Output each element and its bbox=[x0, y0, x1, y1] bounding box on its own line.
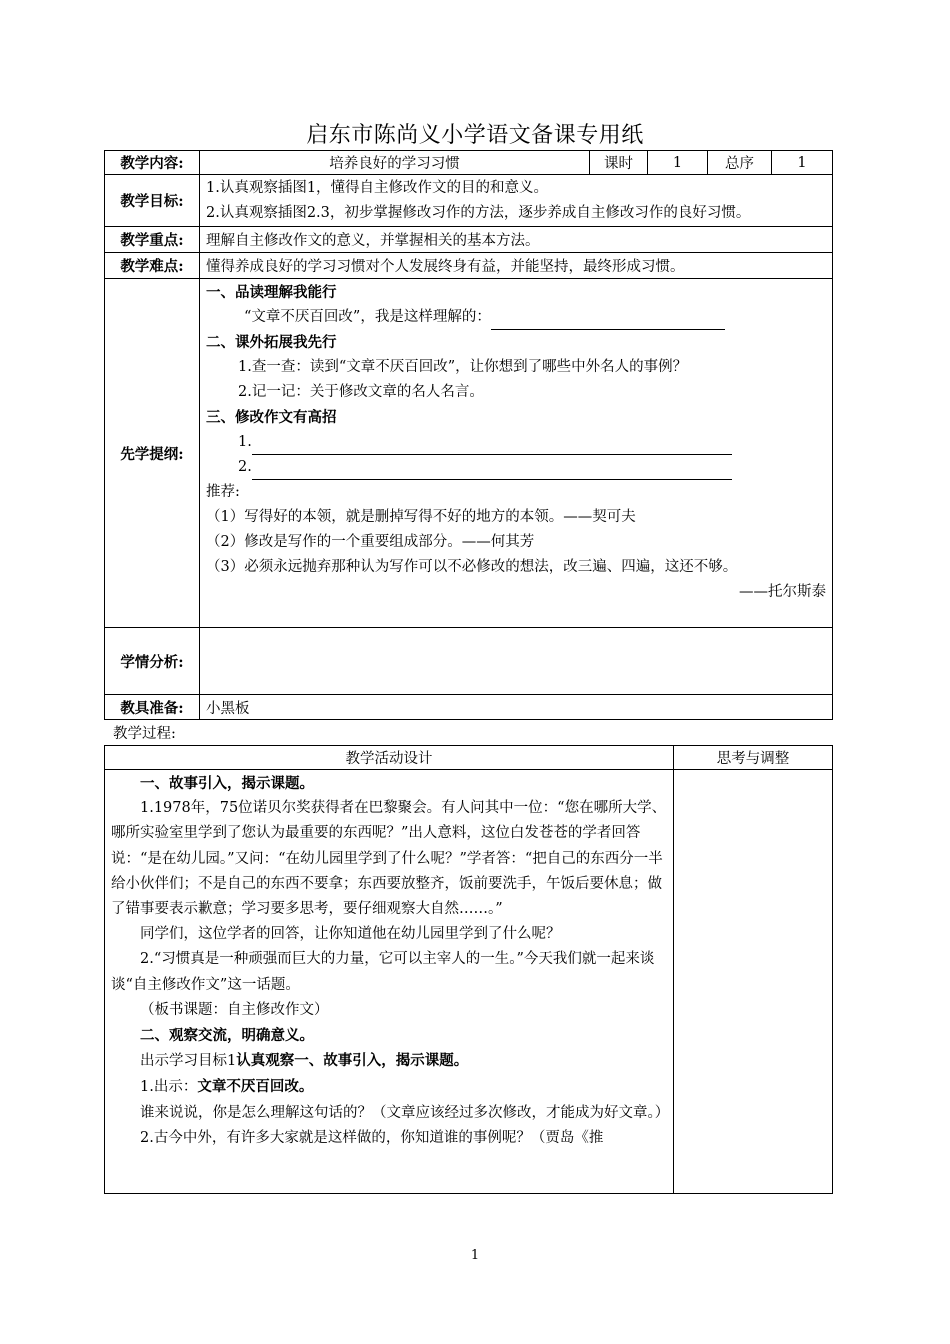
outline-line: “文章不厌百回改”，我是这样理解的： bbox=[206, 305, 826, 330]
seq-value: 1 bbox=[772, 151, 833, 175]
process-col-reflection: 思考与调整 bbox=[674, 746, 833, 770]
quote-author: ——托尔斯泰 bbox=[739, 584, 826, 600]
section-title: 一、故事引入，揭示课题。 bbox=[140, 775, 314, 792]
outline-line: 2.记一记：关于修改文章的名人名言。 bbox=[238, 384, 484, 400]
period-value: 1 bbox=[648, 151, 708, 175]
process-reflection-content[interactable] bbox=[674, 770, 833, 1194]
key-point-label: 教学重点: bbox=[105, 227, 200, 253]
analysis-label: 学情分析: bbox=[105, 628, 200, 695]
materials-value: 小黑板 bbox=[200, 695, 833, 720]
paragraph: 同学们，这位学者的回答，让你知道他在幼儿园里学到了什么呢？ bbox=[140, 926, 561, 943]
process-label: 教学过程: bbox=[113, 726, 176, 742]
outline-label: 先学提纲: bbox=[105, 279, 200, 628]
paragraph: 2.古今中外，有许多大家就是这样做的，你知道谁的事例呢？（贾岛《推 bbox=[140, 1129, 604, 1146]
outline-line: 1. bbox=[206, 430, 826, 455]
difficulty-label: 教学难点: bbox=[105, 253, 200, 279]
goals-label: 教学目标: bbox=[105, 175, 200, 227]
outline-section-title: 二、课外拓展我先行 bbox=[206, 334, 337, 351]
process-activity-content bbox=[105, 770, 674, 1194]
answer-blank[interactable] bbox=[252, 436, 732, 455]
recommend-label: 推荐: bbox=[206, 484, 240, 500]
page-number: 1 bbox=[470, 1248, 480, 1263]
lesson-info-table bbox=[104, 150, 833, 720]
outline-line: 2. bbox=[206, 455, 826, 480]
goal-item: 2.认真观察插图2.3，初步掌握修改习作的方法，逐步养成自主修改习作的良好习惯。 bbox=[206, 204, 751, 221]
paragraph: （板书课题：自主修改作文） bbox=[140, 1001, 329, 1018]
analysis-value bbox=[200, 628, 833, 695]
section-title: 二、观察交流，明确意义。 bbox=[140, 1027, 314, 1045]
answer-blank[interactable] bbox=[491, 311, 725, 330]
quote: （2）修改是写作的一个重要组成部分。——何其芳 bbox=[206, 534, 535, 550]
paragraph: 2.“习惯真是一种顽强而巨大的力量，它可以主宰人的一生。”今天我们就一起来谈谈“自主修改作文”这一话题。 bbox=[111, 951, 655, 993]
quote: （3）必须永远抛弃那种认为写作可以不必修改的想法，改三遍、四遍，这还不够。 bbox=[206, 559, 738, 575]
difficulty-value: 懂得养成良好的学习习惯对个人发展终身有益，并能坚持，最终形成习惯。 bbox=[200, 253, 833, 279]
materials-label: 教具准备: bbox=[105, 695, 200, 720]
answer-blank[interactable] bbox=[252, 461, 732, 480]
process-table bbox=[104, 745, 833, 1194]
paragraph: 1.1978年，75位诺贝尔奖获得者在巴黎聚会。有人问其中一位：“您在哪所大学、哪所实验室里学到了您认为最重要的东西呢？”出人意料，这位白发苍苍的学者回答说：“是在幼儿园。”又问：“在幼儿园里学到了什么呢？”学者答：“把自己的东西分一半给小伙伴们；不是自己的东西不要拿；东西要放整齐，饭前要洗手，午饭后要休息；做了错事要表示歉意；学习要多思考，要仔细观察大自然……。” bbox=[111, 800, 667, 918]
period-label: 课时 bbox=[590, 151, 648, 175]
outline-section-title: 三、修改作文有高招 bbox=[206, 409, 337, 426]
page-title: 启东市陈尚义小学语文备课专用纸 bbox=[306, 123, 644, 148]
outline-section-title: 一、品读理解我能行 bbox=[206, 284, 337, 301]
outline-line: 1.查一查：读到“文章不厌百回改”，让你想到了哪些中外名人的事例？ bbox=[238, 359, 688, 375]
goal-item: 1.认真观察插图1，懂得自主修改作文的目的和意义。 bbox=[206, 179, 549, 196]
quote: （1）写得好的本领，就是删掉写得不好的地方的本领。——契可夫 bbox=[206, 509, 636, 525]
process-col-activity: 教学活动设计 bbox=[105, 746, 674, 770]
paragraph: 出示学习目标1认真观察一、故事引入，揭示课题。 bbox=[140, 1052, 469, 1070]
content-label: 教学内容: bbox=[105, 151, 200, 175]
key-point-value: 理解自主修改作文的意义，并掌握相关的基本方法。 bbox=[200, 227, 833, 253]
outline-content bbox=[200, 279, 833, 628]
paragraph: 1.出示：文章不厌百回改。 bbox=[140, 1078, 314, 1096]
paragraph: 谁来说说，你是怎么理解这句话的？（文章应该经过多次修改，才能成为好文章。） bbox=[140, 1104, 670, 1121]
goals-value bbox=[200, 175, 833, 227]
seq-label: 总序 bbox=[708, 151, 772, 175]
content-value: 培养良好的学习习惯 bbox=[200, 151, 590, 175]
